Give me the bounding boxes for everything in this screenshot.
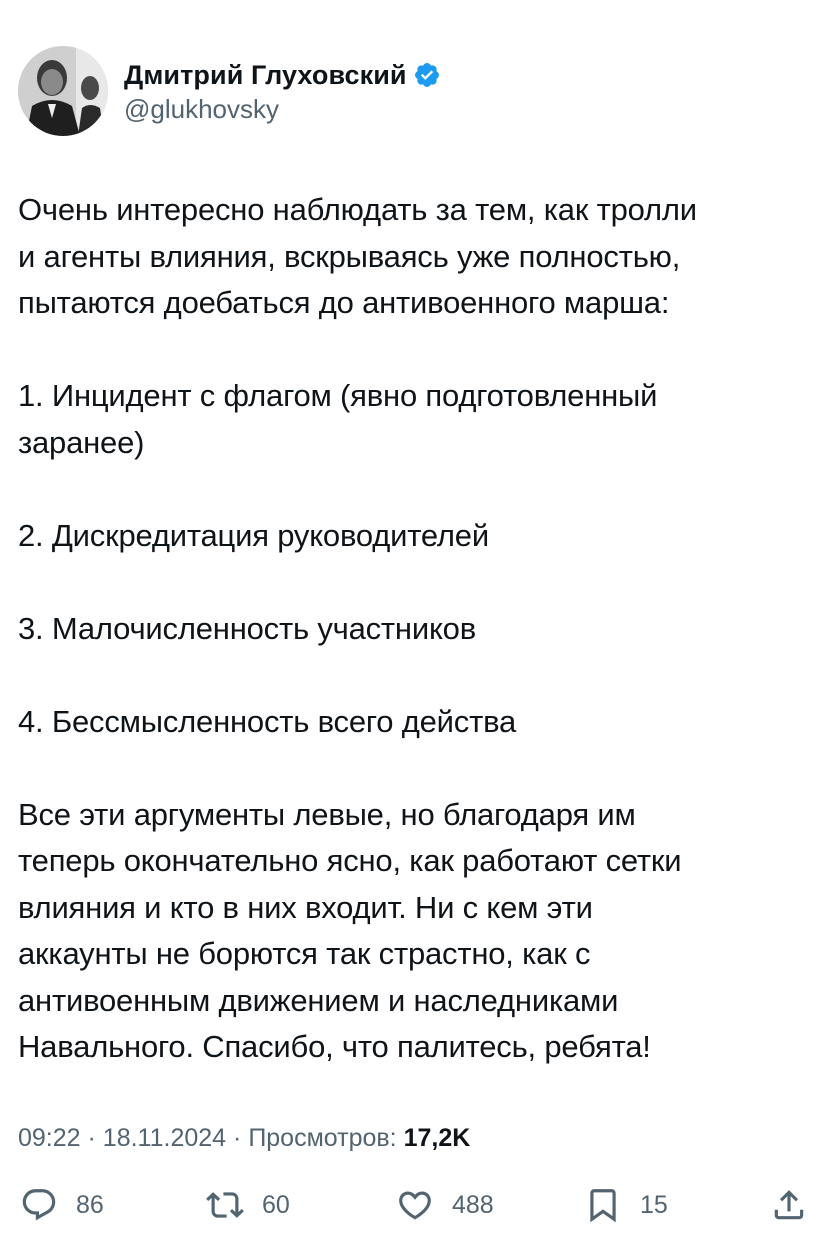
tweet-text-line: антивоенным движением и наследниками: [18, 982, 619, 1018]
heart-icon: [396, 1186, 434, 1224]
reply-button[interactable]: [20, 1180, 104, 1230]
tweet-text-line: 4. Бессмысленность всего действа: [18, 703, 517, 739]
avatar[interactable]: [18, 46, 108, 136]
meta-separator: ·: [87, 1124, 96, 1152]
retweet-count: 60: [262, 1190, 290, 1219]
tweet-text-line: аккаунты не борются так страстно, как с: [18, 936, 591, 971]
tweet-text-line: 2. Дискредитация руководителей: [18, 517, 489, 553]
views-label: Просмотров:: [248, 1124, 397, 1152]
retweet-icon: [206, 1186, 244, 1224]
share-button[interactable]: [770, 1180, 808, 1230]
paragraph-gap: [18, 466, 808, 513]
tweet-text: [18, 187, 808, 1071]
tweet-text-line: Очень интересно наблюдать за тем, как тролли: [18, 192, 697, 227]
reply-icon: [20, 1186, 58, 1224]
like-button[interactable]: [396, 1180, 494, 1230]
tweet-text-line: заранее): [18, 424, 145, 460]
tweet-date[interactable]: 18.11.2024: [102, 1124, 227, 1152]
tweet-text-line: и агенты влияния, вскрываясь уже полностью,: [18, 238, 681, 274]
paragraph-gap: [18, 559, 808, 606]
action-bar: [0, 1180, 828, 1230]
bookmark-count: 15: [640, 1190, 668, 1219]
bookmark-icon: [584, 1186, 622, 1224]
views-count: 17,2K: [403, 1124, 471, 1152]
tweet-text-line: 1. Инцидент с флагом (явно подготовленный: [18, 378, 658, 413]
bookmark-button[interactable]: [584, 1180, 668, 1230]
tweet-meta: [18, 1118, 470, 1158]
tweet-text-line: влияния и кто в них входит. Ни с кем эти: [18, 889, 593, 925]
tweet-header: [18, 46, 808, 138]
retweet-button[interactable]: [206, 1180, 290, 1230]
verified-badge-icon: [413, 61, 441, 89]
reply-count: 86: [76, 1190, 104, 1219]
share-icon: [770, 1186, 808, 1224]
paragraph-gap: [18, 652, 808, 699]
author-display-name[interactable]: Дмитрий Глуховский: [124, 59, 407, 90]
like-count: 488: [452, 1190, 494, 1219]
tweet-text-line: Навального. Спасибо, что палитесь, ребята!: [18, 1029, 651, 1064]
tweet-text-line: теперь окончательно ясно, как работают сетки: [18, 843, 682, 878]
tweet-text-line: 3. Малочисленность участников: [18, 610, 476, 646]
paragraph-gap: [18, 745, 808, 792]
tweet-text-line: пытаются доебаться до антивоенного марша:: [18, 285, 670, 320]
tweet-time[interactable]: 09:22: [18, 1124, 81, 1152]
author-handle[interactable]: @glukhovsky: [124, 94, 280, 124]
meta-separator: ·: [233, 1124, 242, 1152]
tweet-text-line: Все эти аргументы левые, но благодаря им: [18, 796, 636, 832]
paragraph-gap: [18, 327, 808, 374]
